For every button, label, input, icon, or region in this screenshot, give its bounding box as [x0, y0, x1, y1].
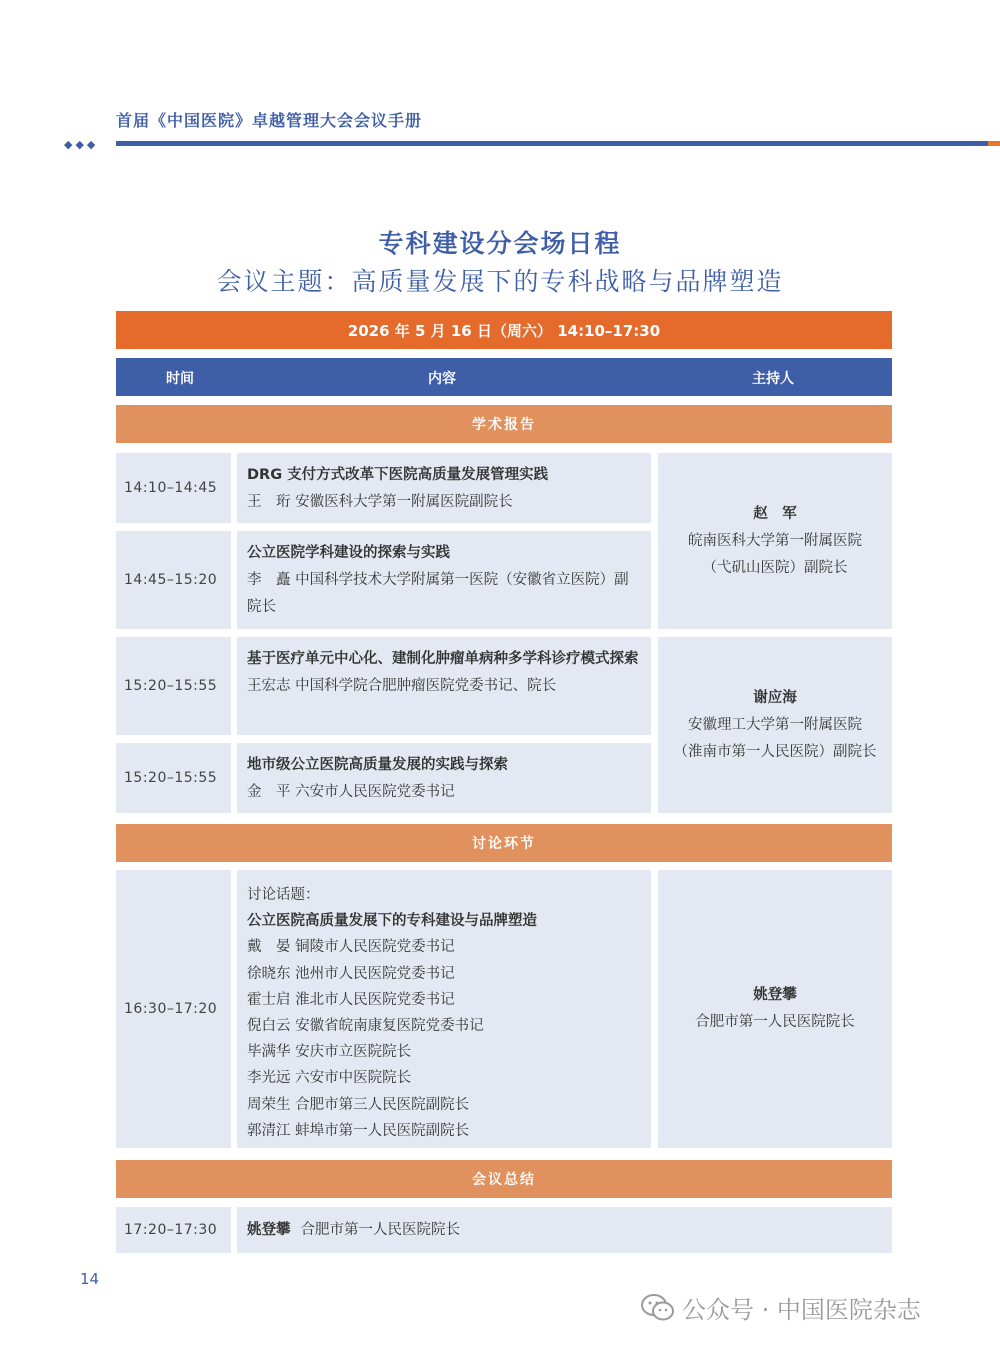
- header-rule: [116, 141, 988, 146]
- watermark-text: 公众号 · 中国医院杂志: [682, 1296, 921, 1324]
- row-time: 15:20–15:55: [116, 743, 231, 813]
- row-content: [237, 453, 651, 523]
- header-rule-accent: [988, 141, 1000, 146]
- summary-name: 姚登攀: [247, 1221, 291, 1238]
- talk-speaker: 金 平 六安市人民医院党委书记: [247, 784, 455, 800]
- host-affiliation: 合肥市第一人民医院院长: [695, 1014, 855, 1030]
- talk-title: 基于医疗单元中心化、建制化肿瘤单病种多学科诊疗模式探索: [247, 651, 639, 667]
- panelist: 李光远 六安市中医院院长: [247, 1070, 412, 1087]
- page-number: 14: [80, 1270, 100, 1288]
- host-name: 赵 军: [753, 505, 797, 522]
- row-time: 16:30–17:20: [116, 870, 231, 1148]
- row-time: 17:20–17:30: [116, 1207, 231, 1253]
- diamond-decoration-icon: ◆◆◆: [64, 138, 99, 151]
- discussion-topic: 公立医院高质量发展下的专科建设与品牌塑造: [247, 913, 537, 930]
- watermark: [640, 1290, 921, 1325]
- host-cell: [658, 453, 892, 629]
- row-time: 15:20–15:55: [116, 637, 231, 735]
- panelist: 郭清江 蚌埠市第一人民医院副院长: [247, 1122, 470, 1139]
- row-content: [237, 743, 651, 813]
- host-cell: [658, 637, 892, 813]
- talk-speaker: 王宏志 中国科学院合肥肿瘤医院党委书记、院长: [247, 678, 557, 694]
- handbook-title: 首届《中国医院》卓越管理大会会议手册: [116, 111, 423, 130]
- panelist: 毕满华 安庆市立医院院长: [247, 1044, 412, 1061]
- host-name: 谢应海: [753, 689, 797, 706]
- talk-speaker: 李 矗 中国科学技术大学附属第一医院（安徽省立医院）副院长: [247, 572, 629, 615]
- date-bar: 2026 年 5 月 16 日（周六） 14:10–17:30: [116, 311, 892, 349]
- column-content: 内容: [428, 371, 456, 387]
- discussion-label: 讨论话题：: [247, 887, 320, 903]
- host-affiliation: （弋矶山医院）副院长: [702, 559, 848, 576]
- column-header: [116, 358, 892, 396]
- host-affiliation: （淮南市第一人民医院）副院长: [673, 743, 877, 760]
- row-content: [237, 531, 651, 629]
- talk-title: 地市级公立医院高质量发展的实践与探索: [247, 757, 508, 773]
- host-affiliation: 安徽理工大学第一附属医院: [688, 716, 862, 733]
- page-title: 专科建设分会场日程: [378, 229, 622, 258]
- page-subtitle: 会议主题：高质量发展下的专科战略与品牌塑造: [216, 267, 784, 296]
- section-report: 学术报告: [116, 405, 892, 443]
- discussion-content: [237, 870, 651, 1148]
- host-affiliation: 皖南医科大学第一附属医院: [688, 532, 862, 549]
- summary-role: 合肥市第一人民医院院长: [300, 1221, 460, 1238]
- summary-content: [237, 1207, 892, 1253]
- section-discussion: 讨论环节: [116, 824, 892, 862]
- panelist: 倪白云 安徽省皖南康复医院党委书记: [247, 1018, 484, 1035]
- host-name: 姚登攀: [753, 987, 797, 1003]
- row-content: [237, 637, 651, 735]
- talk-title: 公立医院学科建设的探索与实践: [247, 545, 450, 561]
- talk-speaker: 王 珩 安徽医科大学第一附属医院副院长: [247, 494, 513, 510]
- column-host: 主持人: [752, 371, 794, 387]
- panelist: 戴 晏 铜陵市人民医院党委书记: [247, 939, 455, 956]
- panelist: 周荣生 合肥市第三人民医院副院长: [247, 1096, 470, 1113]
- section-summary: 会议总结: [116, 1160, 892, 1198]
- row-time: 14:45–15:20: [116, 531, 231, 629]
- row-time: 14:10–14:45: [116, 453, 231, 523]
- host-cell: [658, 870, 892, 1148]
- panelist: 徐晓东 池州市人民医院党委书记: [247, 965, 455, 982]
- column-time: 时间: [166, 371, 194, 387]
- panelist: 霍士启 淮北市人民医院党委书记: [247, 991, 455, 1008]
- talk-title: DRG 支付方式改革下医院高质量发展管理实践: [247, 467, 549, 483]
- wechat-icon: [640, 1293, 676, 1323]
